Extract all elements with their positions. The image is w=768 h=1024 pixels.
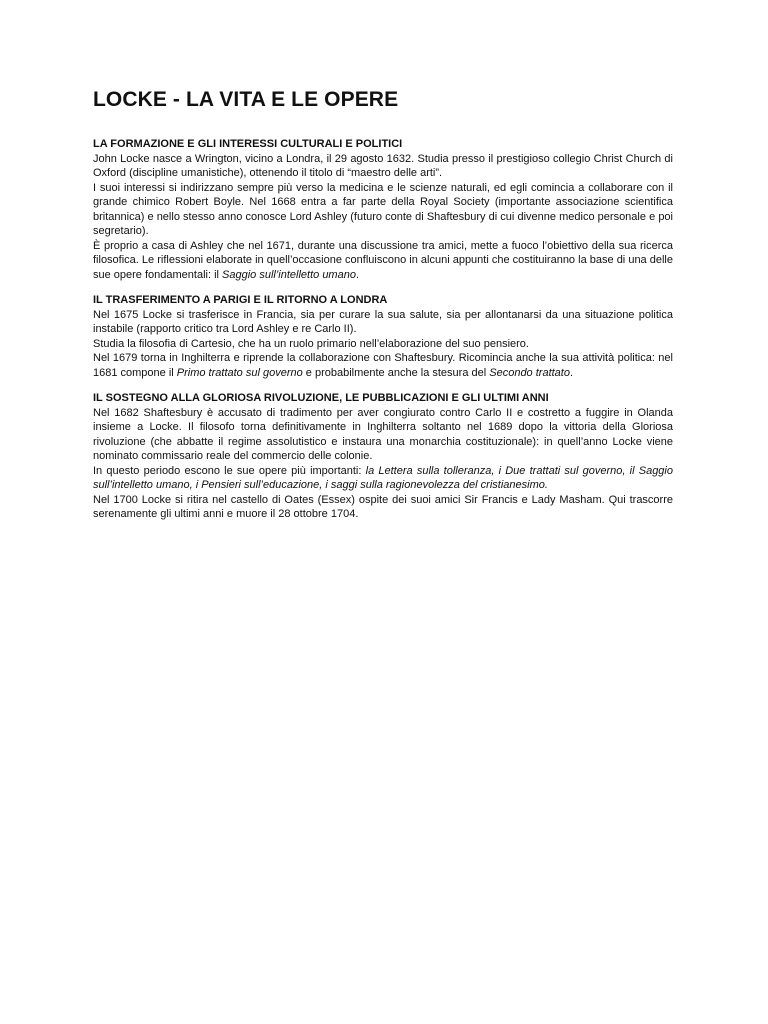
section-heading: IL SOSTEGNO ALLA GLORIOSA RIVOLUZIONE, LE PUBBLICAZIONI E GLI ULTIMI ANNI <box>93 392 549 404</box>
italic-title-text: Secondo trattato <box>489 366 570 379</box>
document-body <box>93 137 673 522</box>
text-run: Nel 1675 Locke si trasferisce in Francia, sia per curare la sua salute, sia per allontanarsi da una situazione politica instabile (rapporto critico tra Lord Ashley e re Carlo II). <box>93 308 673 335</box>
page-title: LOCKE - LA VITA E LE OPERE <box>93 88 399 111</box>
text-run: I suoi interessi si indirizzano sempre più verso la medicina e le scienze naturali, ed egli comincia a collaborare con il grande chimico Robert Boyle. Nel 1668 entra a far parte della Royal Society (importante associazione scientifica britannica) e nello stesso anno conosce Lord Ashley (futuro conte di Shaftesbury di cui divenne medico personale e poi segretario). <box>93 181 673 237</box>
paragraph <box>93 464 673 493</box>
paragraph <box>93 181 673 239</box>
italic-title-text: Primo trattato sul governo <box>176 366 303 379</box>
text-run: Nel 1700 Locke si ritira nel castello di Oates (Essex) ospite dei suoi amici Sir Francis e Lady Masham. Qui trascorre serenamente gli ultimi anni e muore il 28 ottobre 1704. <box>93 493 673 520</box>
document-page <box>93 86 673 533</box>
section-heading: IL TRASFERIMENTO A PARIGI E IL RITORNO A LONDRA <box>93 294 388 306</box>
italic-title-text: la Lettera sulla tolleranza, i Due trattati sul governo, il Saggio sull’intelletto umano, i Pensieri sull’educazione, i saggi sulla ragionevolezza del cristianesimo. <box>93 464 673 491</box>
text-run: . <box>355 268 360 281</box>
text-run: . <box>569 366 574 379</box>
text-run: In questo periodo escono le sue opere più importanti: <box>93 464 366 477</box>
text-run: È proprio a casa di Ashley che nel 1671, durante una discussione tra amici, mette a fuoco l’obiettivo della sua ricerca filosofica. Le riflessioni elaborate in quell’occasione confluiscono in alcuni appunti che costituiranno la base di una delle sue opere fondamentali: il <box>93 239 673 281</box>
section-heading: LA FORMAZIONE E GLI INTERESSI CULTURALI E POLITICI <box>93 138 403 150</box>
paragraph <box>93 351 673 380</box>
paragraph <box>93 308 673 337</box>
paragraph <box>93 152 673 181</box>
paragraph <box>93 239 673 283</box>
text-run: Nel 1679 torna in Inghilterra e riprende la collaborazione con Shaftesbury. Ricomincia anche la sua attività politica: nel 1681 compone il <box>93 352 673 379</box>
paragraph <box>93 406 673 464</box>
text-run: e probabilmente anche la stesura del <box>302 366 490 379</box>
section <box>93 137 673 282</box>
text-run: Studia la filosofia di Cartesio, che ha un ruolo primario nell’elaborazione del suo pensiero. <box>93 337 529 350</box>
text-run: John Locke nasce a Wrington, vicino a Londra, il 29 agosto 1632. Studia presso il prestigioso collegio Christ Church di Oxford (discipline umanistiche), ottenendo il titolo di “maestro delle arti”. <box>93 152 673 179</box>
section <box>93 391 673 522</box>
section <box>93 293 673 380</box>
paragraph <box>93 493 673 522</box>
italic-title-text: Saggio sull’intelletto umano <box>222 268 356 281</box>
text-run: Nel 1682 Shaftesbury è accusato di tradimento per aver congiurato contro Carlo II e costretto a fuggire in Olanda insieme a Locke. Il filosofo torna definitivamente in Inghilterra soltanto nel 1689 dopo la vittoria della Gloriosa rivoluzione (che abbatte il regime assolutistico e instaura una monarchia costituzionale): in quell’anno Locke viene nominato commissario reale del commercio delle colonie. <box>93 406 673 462</box>
paragraph <box>93 337 673 352</box>
